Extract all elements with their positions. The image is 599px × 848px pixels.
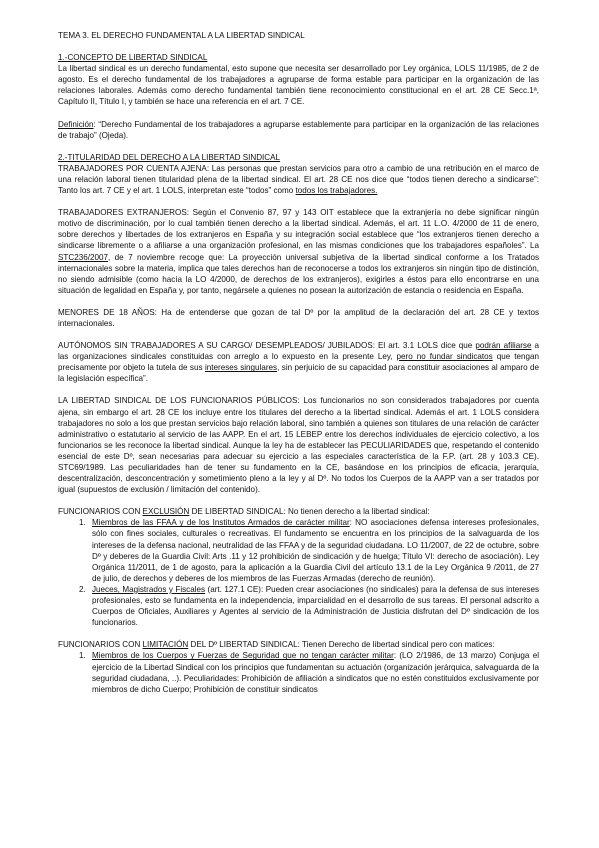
list-item (88, 517, 539, 584)
text-run: , sin perjuicio de su capacidad para constituir asociaciones al amparo de la legislación específica”. (58, 363, 539, 384)
list-item (88, 650, 539, 694)
text-run: FUNCIONARIOS CON (58, 640, 143, 650)
text-run: DE LIBERTAD SINDICAL: No tienen derecho a la libertad sindical: (189, 507, 430, 517)
text-run: que tengan precisamente por objeto la tutela de sus (58, 352, 539, 373)
paragraph-autonomos (58, 340, 539, 384)
text-run: : (LO 2/1986, de 13 marzo) Conjuga el ejercicio de la Libertad Sindical con los principios que fundamentan su actuación (organización jerárquica, salvaguarda de la seguridad ciudadana, ..). Peculiaridades: Prohibición de afiliación a sindicatos que no estén constituidos exclusivamente por miembros de dicho Cuerpo; Prohibición de constituir sindicatos (92, 651, 539, 694)
text-run: AUTÓNOMOS SIN TRABAJADORES A SU CARGO/ DESEMPLEADOS/ JUBILADOS: El art. 3.1 LOLS dice que (58, 341, 476, 351)
text-run: a las organizaciones sindicales constituidas con arreglo a lo expuesto en la presente Ley, (58, 341, 539, 362)
text-run: : NO asociaciones defensa intereses profesionales, sólo con fines sociales, culturales o recreativas. El fundamento se encuentra en los principios de la salvaguarda de los intereses de la defensa nacional, neutralidad de las FFAA y de la seguridad ciudadana. LO 11/2007, de 22 de octubre, sobre Dº y deberes de la Guardia Civil: Arts .11 y 12 prohibición de sindicación y de huelga; Título VI: derecho de asociación). Ley Orgánica 11/2011, de 1 de agosto, para la aplicación a la Guardia Civil del artículo 13.1 de la Ley Orgánica 9 /2011, de 27 de julio, de derechos y deberes de los miembros de las Fuerzas Armadas (derecho de reunión). (92, 518, 539, 583)
list-item (88, 584, 539, 628)
paragraph-cuenta-ajena (58, 163, 539, 196)
text-run: TRABAJADORES POR CUENTA AJENA: Las personas que prestan servicios para otro a cambio de una retribución en el marco de una relación laboral tienen titularidad plena de la libertad sindical. El art. 28 CE nos dice que “todos tienen derecho a sindicarse”: Tanto los art. 7 CE y el art. 1 LOLS, interpretan este “todos” como (58, 163, 539, 196)
document-title: TEMA 3. EL DERECHO FUNDAMENTAL A LA LIBERTAD SINDICAL (58, 31, 305, 40)
text-run: DEL Dº LIBERTAD SINDICAL: Tienen Derecho de libertad sindical pero con matices: (188, 640, 495, 650)
paragraph-exclusion-heading (58, 506, 539, 517)
limitation-list (58, 650, 539, 694)
underlined-text: pero no fundar sindicatos (396, 352, 493, 362)
underlined-text: Jueces, Magistrados y Fiscales (92, 584, 206, 594)
text-run: FUNCIONARIOS CON (58, 507, 143, 517)
definition-paragraph (58, 119, 539, 141)
exclusion-list (58, 517, 539, 628)
paragraph-extranjeros (58, 207, 539, 296)
underlined-text: EXCLUSIÓN (142, 507, 190, 517)
underlined-text: Miembros de los Cuerpos y Fuerzas de Seguridad que no tengan carácter militar (92, 651, 394, 661)
paragraph-menores: MENORES DE 18 AÑOS: Ha de entenderse que gozan de tal Dº por la amplitud de la declaración del art. 28 CE y textos internacionales. (58, 307, 539, 328)
paragraph-funcionarios: LA LIBERTAD SINDICAL DE LOS FUNCIONARIOS PÚBLICOS: Los funcionarios no son considerados trabajadores por cuenta ajena, sin embargo el art. 28 CE los incluye entre los titulares del derecho a la libertad sindical. Además el art. 1 LOLS considera trabajadores no solo a los que prestan servicios bajo relación laboral, sino también a quienes son titulares de una relación de carácter administrativo o estatutario al servicio de las AAPP. En el art. 15 LEBEP entre los derechos individuales de ejercicio colectivo, a los funcionarios se les reconoce la libertad sindical. Aunque la ley ha de establecer las PECULIARIDADES que, respetando el contenido esencial de este Dº, sean necesarias para adecuar su ejercicio a las especiales característica de la F.P. (art. 28 y 103.3 CE). STC69/1989. Las peculiaridades han de tener su fundamento en la CE, basándose en los principios de eficacia, jerarquía, descentralización, desconcentración y sometimiento pleno a la ley y al Dº. No todos los Cuerpos de la AAPP van a ser tratados por igual (supuestos de exclusión / limitación del contenido). (58, 396, 539, 495)
underlined-text: LIMITACIÓN (142, 640, 189, 650)
text-run: , de 7 noviembre recoge que: La proyección universal subjetiva de la libertad sindical conforme a los Tratados internacionales sobre la materia, implica que tales derechos han de reconocerse a todos los extranjeros sin ningún tipo de distinción, no siendo admisible (como hacía la LO 4/2000, de derechos de los extranjeros), exigirles a éstos para ello encontrarse en una situación de legalidad en España y, por tanto, negársele a quienes no posean la autorización de estancia o residencia en España. (58, 252, 539, 295)
underlined-text: podrán afiliarse (475, 341, 532, 351)
section-1-heading: 1.-CONCEPTO DE LIBERTAD SINDICAL (58, 53, 208, 63)
paragraph-limitacion-heading (58, 639, 539, 650)
underlined-text: todos los trabajadores. (295, 186, 378, 196)
underlined-text: STC236/2007 (58, 252, 108, 262)
section-1-paragraph: La libertad sindical es un derecho fundamental, esto supone que necesita ser desarrollado por Ley orgánica, LOLS 11/1985, de 2 de agosto. Es el derecho fundamental de los trabajadores a agruparse de forma estable para participar en la organización de las relaciones laborales. Además como derecho fundamental también tiene reconocimiento constitucional en el art. 28 CE Secc.1ª, Capítulo II, Título I, y también se hace una referencia en el art. 7 CE. (58, 64, 539, 107)
text-run: (art. 127.1 CE): Pueden crear asociaciones (no sindicales) para la defensa de sus intereses profesionales, esto se fundamenta en la independencia, imparcialidad en el desarrollo de sus tareas. El personal adscrito a Cuerpos de Oficiales, Auxiliares y Agentes al servicio de la Administración de Justicia disfrutan del Dº sindicación de los funcionarios. (92, 584, 539, 628)
underlined-text: intereses singulares (204, 363, 278, 373)
definition-text: : “Derecho Fundamental de los trabajadores a agruparse establemente para participar en la organización de las relaciones de trabajo” (Ojeda). (58, 119, 539, 140)
definition-label: Definición (58, 119, 94, 129)
text-run: TRABAJADORES EXTRANJEROS: Según el Convenio 87, 97 y 143 OIT establece que la extranjería no debe significar ningún motivo de discriminación, por lo cual también tienen derecho a la libertad sindical. Además, el art. 11 L.O. 4/2000 de 11 de enero, sobre derechos y libertades de los extranjeros en España y su integración social establece que “los extranjeros tienen derecho a sindicarse libremente o a afiliarse a una organización profesional, en las mismas condiciones que los trabajadores españoles”. La (58, 208, 539, 251)
underlined-text: Miembros de las FFAA y de los Institutos Armados de carácter militar (92, 518, 350, 528)
section-2-heading: 2.-TITULARIDAD DEL DERECHO A LA LIBERTAD SINDICAL (58, 152, 281, 162)
